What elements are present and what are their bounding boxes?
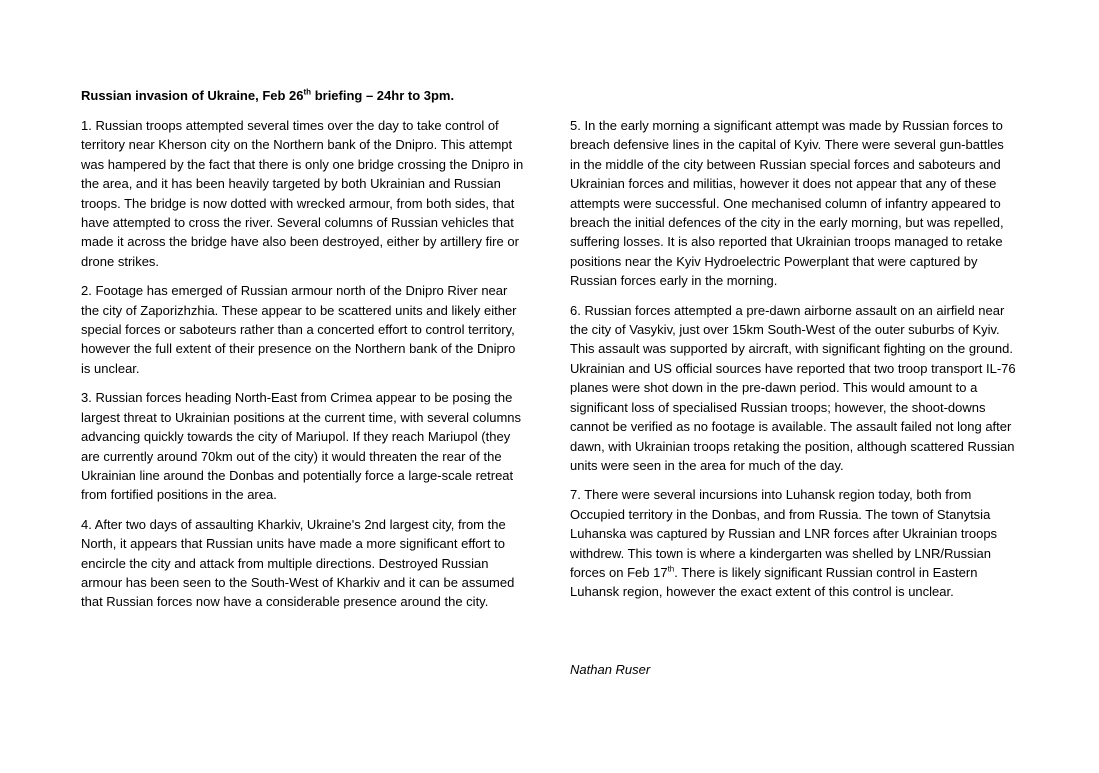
author-signature: Nathan Ruser xyxy=(570,662,651,677)
paragraph-5: 5. In the early morning a significant attempt was made by Russian forces to breach defensive lines in the capital of Kyiv. There were several gun-battles in the middle of the city between Russian special forces and saboteurs and Ukrainian forces and militias, however it does not appear that any of these attempts were successful. One mechanised column of infantry appeared to breach the initial defences of the city in the early morning, but was repelled, suffering losses. It is also reported that Ukrainian troops managed to retake positions near the Kyiv Hydroelectric Powerplant that were captured by Russian forces early in the morning. xyxy=(570,118,1004,289)
right-column xyxy=(570,116,1016,612)
title-ordinal-suffix: th xyxy=(303,87,312,97)
paragraph-3: 3. Russian forces heading North-East from Crimea appear to be posing the largest threat to Ukrainian positions at the current time, with several columns advancing quickly towards the city of Mariupol. If they reach Mariupol (they are currently around 70km out of the city) it would threaten the rear of the Ukrainian line around the Donbas and potentially force a large-scale retreat from fortified positions in the area. xyxy=(81,390,522,503)
paragraph-6: 6. Russian forces attempted a pre-dawn airborne assault on an airfield near the city of Vasykiv, just over 15km South-West of the outer suburbs of Kyiv. This assault was supported by aircraft, with significant fighting on the ground. Ukrainian and US official sources have reported that two troop transport IL-76 planes were shot down in the pre-dawn period. This would amount to a significant loss of specialised Russian troops; however, the shoot-downs cannot be verified as no footage is available. The assault failed not long after dawn, with Ukrainian troops retaking the position, although scattered Russian units were seen in the area for much of the day. xyxy=(570,302,1016,473)
paragraph-2: 2. Footage has emerged of Russian armour north of the Dnipro River near the city of Zaporizhzhia. These appear to be scattered units and likely either special forces or saboteurs rather than a concerted effort to control territory, however the full extent of their presence on the Northern bank of the Dnipro is unclear. xyxy=(81,283,517,376)
paragraph-7-ordinal-suffix: th xyxy=(667,564,675,574)
left-column xyxy=(81,116,525,622)
paragraph-7-text-rest: . There is likely significant Russian control in Eastern Luhansk region, however the exact extent of this control is unclear. xyxy=(570,564,978,600)
paragraph-7-text: 7. There were several incursions into Luhansk region today, both from Occupied territory in the Donbas, and from Russia. The town of Stanytsia Luhanska was captured by Russian and LNR forces after Ukrainian troops withdrew. This town is where a kindergarten was shelled by LNR/Russian forces on Feb 17 xyxy=(570,487,998,580)
document-title xyxy=(81,86,541,105)
paragraph-1: 1. Russian troops attempted several times over the day to take control of territory near Kherson city on the Northern bank of the Dnipro. This attempt was hampered by the fact that there is only one bridge crossing the Dnipro in the area, and it has been heavily targeted by both Ukrainian and Russian troops. The bridge is now dotted with wrecked armour, from both sides, that have attempted to cross the river. Several columns of Russian vehicles that made it across the bridge have also been destroyed, either by artillery fire or drone strikes. xyxy=(81,118,524,269)
paragraph-4: 4. After two days of assaulting Kharkiv, Ukraine's 2nd largest city, from the North, it appears that Russian units have made a more significant effort to encircle the city and attack from multiple directions. Destroyed Russian armour has been seen to the South-West of Kharkiv and it can be assumed that Russian forces now have a considerable presence around the city. xyxy=(81,516,515,610)
paragraph-7 xyxy=(570,485,1016,601)
title-text: Russian invasion of Ukraine, Feb 26 xyxy=(81,88,304,103)
title-text-rest: briefing – 24hr to 3pm. xyxy=(311,88,455,103)
